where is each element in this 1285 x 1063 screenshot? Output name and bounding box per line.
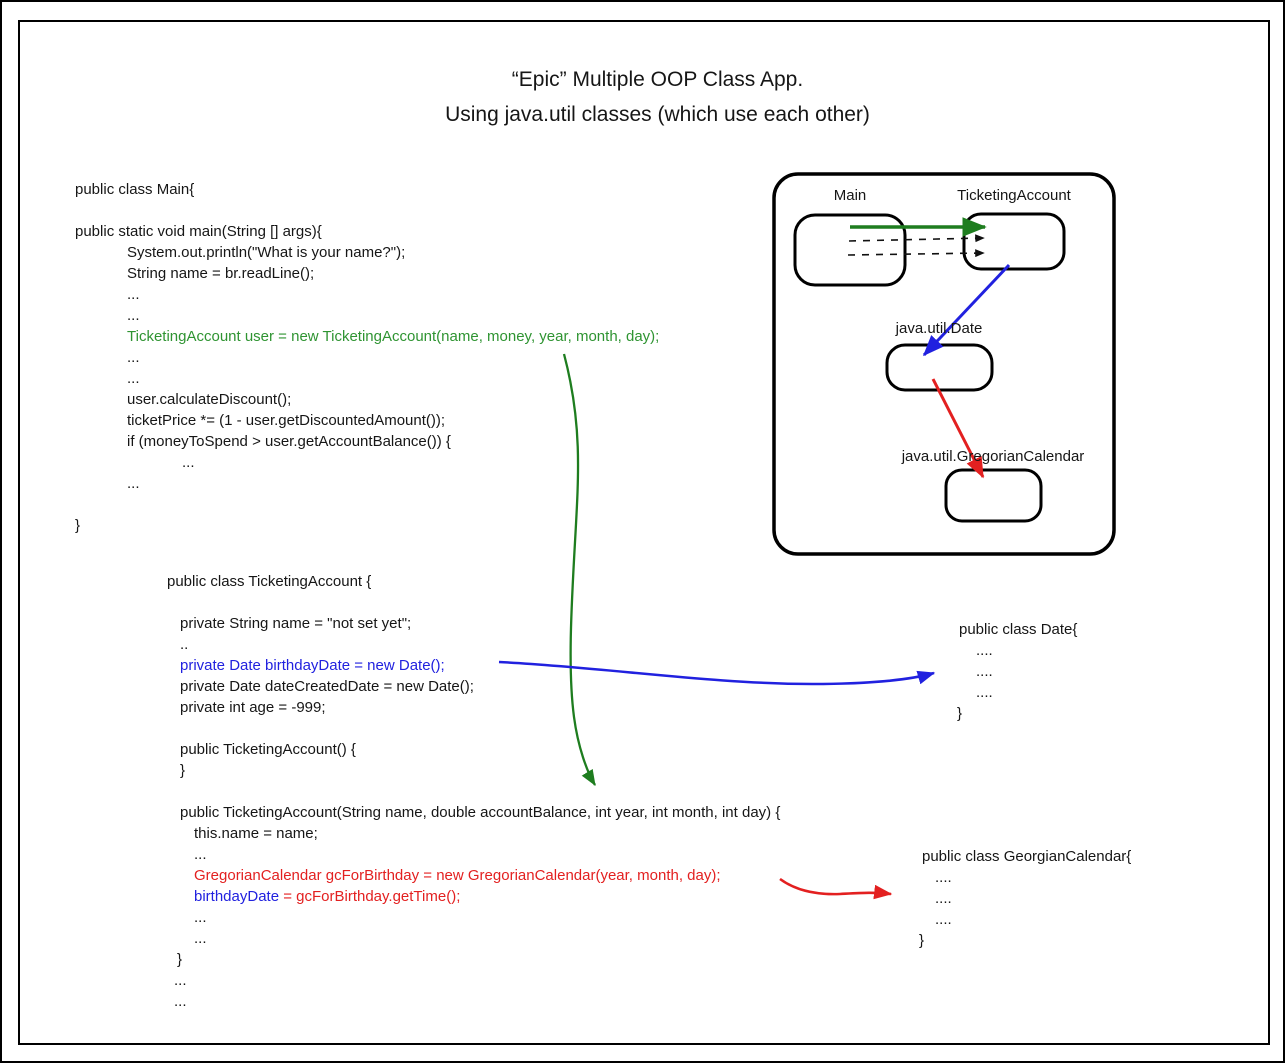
code-line: public class Date{ — [959, 621, 1078, 638]
code-line: .... — [935, 869, 952, 886]
code-line — [167, 718, 780, 739]
code-line: ... — [174, 993, 187, 1010]
code-line: System.out.println("What is your name?"); — [127, 244, 406, 261]
code-line: ... — [127, 349, 140, 366]
code-line: public class TicketingAccount { — [167, 573, 372, 590]
code-line: private String name = "not set yet"; — [180, 615, 412, 632]
code-line: .... — [976, 642, 993, 659]
code-line: private int age = -999; — [180, 699, 326, 716]
diagram-label-main: Main — [833, 187, 867, 204]
code-line: ... — [194, 930, 207, 947]
code-line: GregorianCalendar gcForBirthday = new GregorianCalendar(year, month, day); — [194, 867, 721, 884]
code-line: birthdayDate = gcForBirthday.getTime(); — [194, 888, 461, 905]
code-line: public static void main(String [] args){ — [75, 223, 322, 240]
code-line: ... — [194, 846, 207, 863]
code-line — [75, 494, 659, 515]
diagram-label-java-util-gregoriancalendar: java.util.GregorianCalendar — [901, 448, 1085, 465]
code-block-georgiancalendar — [919, 846, 1131, 951]
code-line: ... — [127, 475, 140, 492]
code-line: ... — [174, 972, 187, 989]
code-line: ... — [182, 454, 195, 471]
code-line: public class Main{ — [75, 181, 195, 198]
code-line: .. — [180, 636, 189, 653]
diagram-label-java-util-date: java.util.Date — [895, 320, 983, 337]
code-line: } — [177, 951, 183, 968]
code-line: private Date dateCreatedDate = new Date(); — [180, 678, 474, 695]
code-line: if (moneyToSpend > user.getAccountBalance()) { — [127, 433, 451, 450]
page-title — [32, 62, 1283, 132]
code-line: ... — [127, 286, 140, 303]
code-line: .... — [976, 684, 993, 701]
code-line: public class GeorgianCalendar{ — [922, 848, 1132, 865]
code-line: public TicketingAccount() { — [180, 741, 356, 758]
code-line: } — [75, 517, 81, 534]
code-line: } — [180, 762, 186, 779]
code-line: ... — [127, 370, 140, 387]
code-line: this.name = name; — [194, 825, 318, 842]
code-line: ... — [127, 307, 140, 324]
code-line: } — [957, 705, 963, 722]
code-line: .... — [976, 663, 993, 680]
code-line: .... — [935, 911, 952, 928]
code-line: TicketingAccount user = new TicketingAccount(name, money, year, month, day); — [127, 328, 660, 345]
code-block-date — [957, 619, 1077, 724]
code-line: String name = br.readLine(); — [127, 265, 315, 282]
code-line: .... — [935, 890, 952, 907]
diagram-label-ticketingaccount: TicketingAccount — [957, 187, 1071, 204]
title-line-2: Using java.util classes (which use each other) — [445, 103, 870, 126]
code-line: ... — [194, 909, 207, 926]
title-line-1: “Epic” Multiple OOP Class App. — [511, 68, 804, 91]
code-line — [75, 200, 659, 221]
code-line — [167, 781, 780, 802]
code-line: public TicketingAccount(String name, double accountBalance, int year, int month, int day) { — [180, 804, 781, 821]
code-block-ticketingaccount — [167, 571, 780, 1012]
code-line: private Date birthdayDate = new Date(); — [180, 657, 445, 674]
code-block-main — [75, 179, 659, 536]
code-line — [167, 592, 780, 613]
code-line: user.calculateDiscount(); — [127, 391, 292, 408]
code-line: } — [919, 932, 925, 949]
code-line: ticketPrice *= (1 - user.getDiscountedAmount()); — [127, 412, 446, 429]
